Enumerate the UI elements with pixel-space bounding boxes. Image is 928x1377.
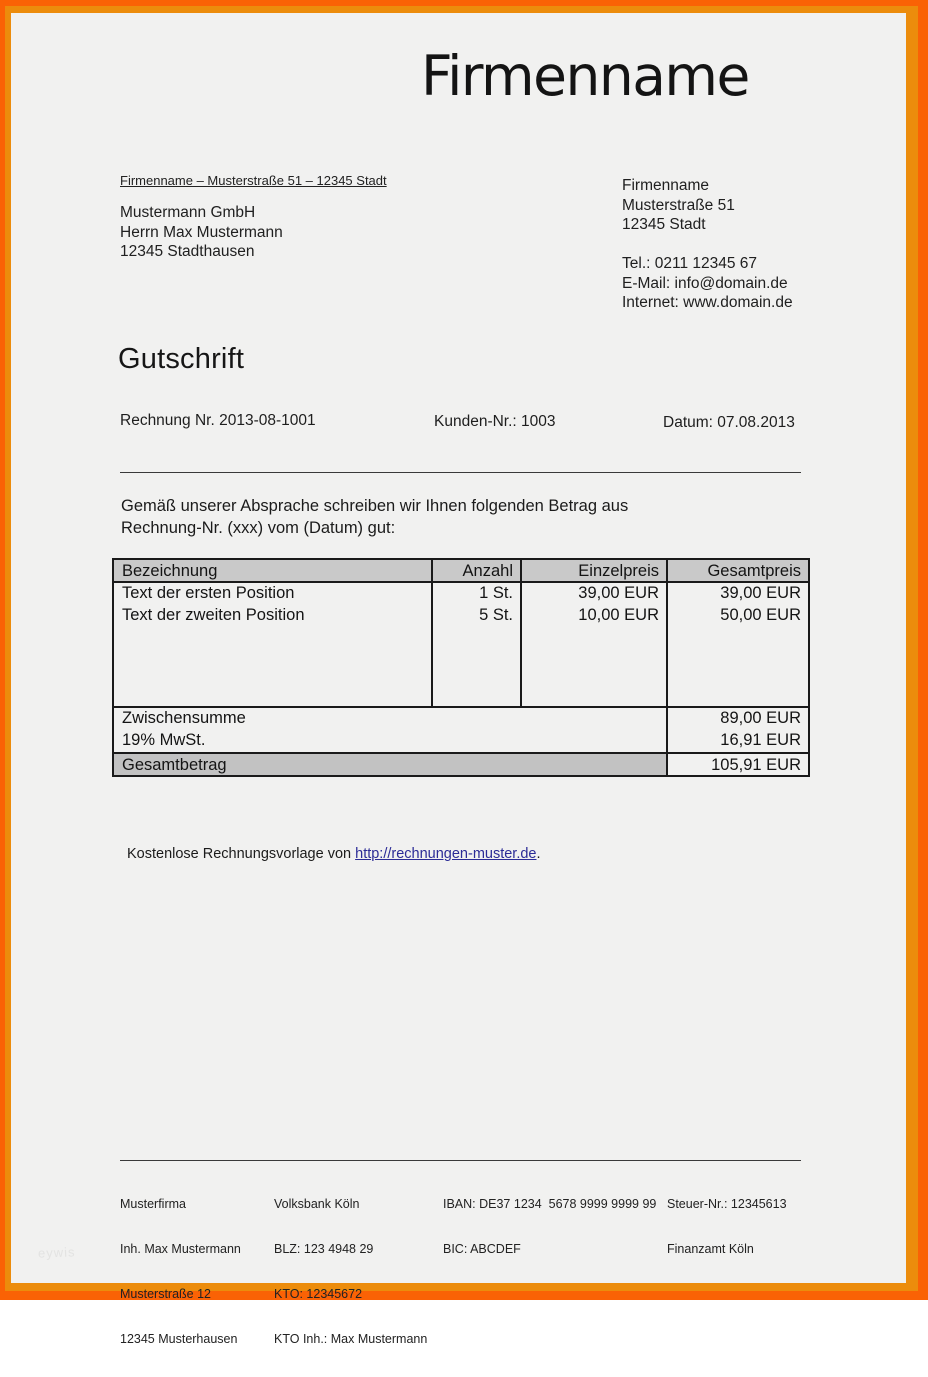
footer-divider xyxy=(120,1160,801,1161)
footer-line: Musterfirma xyxy=(120,1197,186,1211)
item-total-price: 50,00 EUR xyxy=(720,605,801,624)
invoice-number: Rechnung Nr. 2013-08-1001 xyxy=(120,412,316,429)
footer-line: BLZ: 123 4948 29 xyxy=(274,1242,374,1256)
subtotal-label: Zwischensumme xyxy=(114,708,668,730)
template-source-link[interactable]: http://rechnungen-muster.de xyxy=(355,846,537,862)
recipient-line: 12345 Stadthausen xyxy=(120,243,255,260)
column-header-total-price: Gesamtpreis xyxy=(707,562,801,580)
footer-iban-column xyxy=(443,1167,656,1287)
subtotal-value: 89,00 EUR xyxy=(720,709,801,727)
footer-line: Musterstraße 12 xyxy=(120,1287,212,1301)
item-quantity-cells xyxy=(433,583,522,706)
grand-total-value: 105,91 EUR xyxy=(711,756,801,774)
contact-address-line: 12345 Stadt xyxy=(622,216,706,233)
footer-line: KTO Inh.: Max Mustermann xyxy=(274,1332,428,1346)
footer-bank-column xyxy=(274,1167,427,1377)
recipient-address-block xyxy=(120,203,283,262)
footer-line: Inh. Max Mustermann xyxy=(120,1242,241,1256)
intro-line: Rechnung-Nr. (xxx) vom (Datum) gut: xyxy=(121,518,396,537)
invoice-page xyxy=(11,13,906,1346)
column-header-description: Bezeichnung xyxy=(114,560,433,581)
invoice-date: Datum: 07.08.2013 xyxy=(663,414,795,431)
vat-label: 19% MwSt. xyxy=(114,730,668,752)
subtotal-row xyxy=(114,708,808,730)
contact-address-line: Musterstraße 51 xyxy=(622,196,735,214)
table-totals-section xyxy=(114,706,808,775)
item-total-price: 39,00 EUR xyxy=(720,584,801,602)
footer-line: Steuer-Nr.: 12345613 xyxy=(667,1197,787,1211)
footer-line: Finanzamt Köln xyxy=(667,1242,754,1256)
contact-website: Internet: www.domain.de xyxy=(622,294,793,311)
credit-line-suffix: . xyxy=(536,846,541,862)
sender-return-address: Firmenname – Musterstraße 51 – 12345 Stadt xyxy=(120,173,387,188)
contact-spacer xyxy=(622,235,793,255)
horizontal-divider xyxy=(120,472,801,473)
contact-email: E-Mail: info@domain.de xyxy=(622,274,788,292)
page-border-inner xyxy=(5,6,918,1346)
item-description: Text der zweiten Position xyxy=(122,605,305,624)
footer-line: IBAN: DE37 1234 5678 9999 9999 99 xyxy=(443,1197,657,1211)
vat-value: 16,91 EUR xyxy=(720,731,801,749)
footer-line: BIC: ABCDEF xyxy=(443,1242,521,1256)
item-quantity: 1 St. xyxy=(479,584,513,602)
grand-total-row xyxy=(114,752,808,775)
credit-line-prefix: Kostenlose Rechnungsvorlage von xyxy=(127,846,356,862)
item-unit-price: 10,00 EUR xyxy=(578,605,659,624)
table-header-row xyxy=(114,560,808,583)
recipient-line: Mustermann GmbH xyxy=(120,204,256,221)
item-description-cells xyxy=(114,583,433,706)
company-name-header: Firmenname xyxy=(421,44,749,108)
item-unit-price: 39,00 EUR xyxy=(578,584,659,602)
column-header-unit-price: Einzelpreis xyxy=(522,560,668,581)
recipient-line: Herrn Max Mustermann xyxy=(120,223,283,241)
item-total-price-cells xyxy=(668,583,808,706)
footer-tax-column xyxy=(667,1167,787,1287)
faint-watermark: eywis xyxy=(37,1244,76,1261)
customer-number: Kunden-Nr.: 1003 xyxy=(434,413,556,430)
line-items-table xyxy=(112,558,810,777)
item-unit-price-cells xyxy=(522,583,668,706)
vat-row xyxy=(114,730,808,752)
column-header-quantity: Anzahl xyxy=(433,560,522,581)
intro-paragraph xyxy=(121,496,628,539)
item-quantity: 5 St. xyxy=(479,605,513,624)
template-credit-line xyxy=(127,846,541,862)
contact-address-line: Firmenname xyxy=(622,177,709,194)
footer-company-column xyxy=(120,1167,241,1377)
footer-line: 12345 Musterhausen xyxy=(120,1332,238,1346)
grand-total-label: Gesamtbetrag xyxy=(114,754,668,775)
company-contact-block xyxy=(622,176,793,313)
intro-line: Gemäß unserer Absprache schreiben wir Ihnen folgenden Betrag aus xyxy=(121,497,629,515)
footer-line: KTO: 12345672 xyxy=(274,1287,363,1301)
item-description: Text der ersten Position xyxy=(122,584,295,602)
contact-phone: Tel.: 0211 12345 67 xyxy=(622,255,758,272)
document-title: Gutschrift xyxy=(118,343,245,375)
table-items-area xyxy=(114,583,808,706)
footer-line: Volksbank Köln xyxy=(274,1197,360,1211)
